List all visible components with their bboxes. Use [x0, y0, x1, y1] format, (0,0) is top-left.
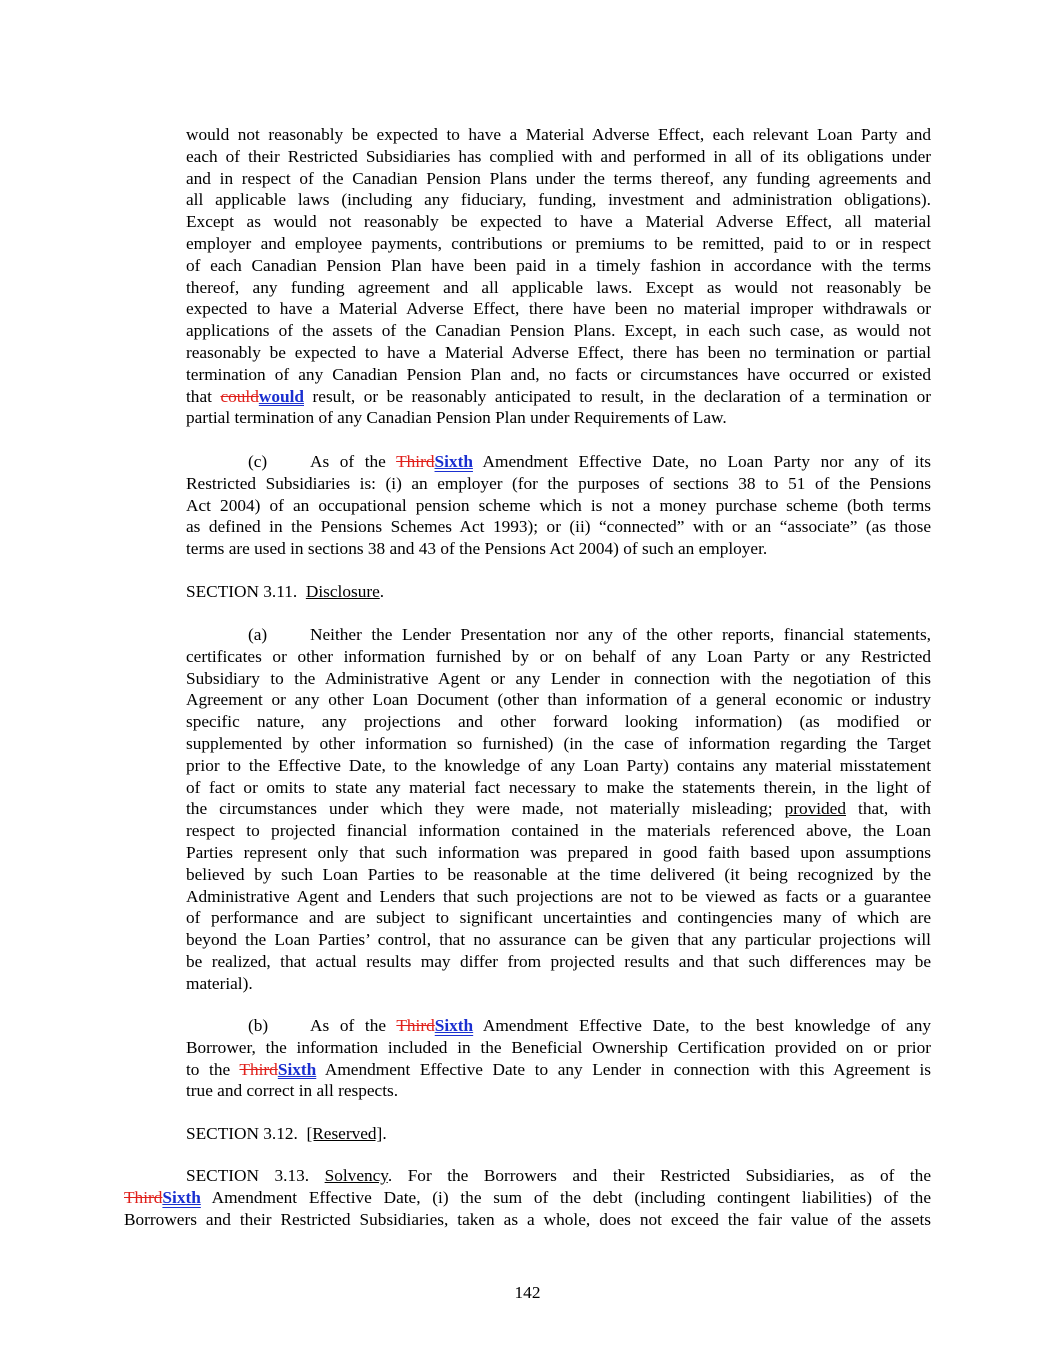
text-line [186, 798, 931, 820]
text-line [124, 1187, 931, 1209]
text-line: true and correct in all respects. [186, 1081, 399, 1101]
inserted-text: Sixth [434, 452, 473, 471]
section-number: SECTION 3.12. [186, 1124, 298, 1143]
text-line: of each Canadian Pension Plan have been paid in a timely fashion in accordance with the terms [186, 255, 931, 275]
subsection-a [186, 624, 931, 995]
deleted-text: could [220, 386, 259, 406]
subsection-c [186, 451, 931, 560]
text-run: result, or be reasonably anticipated to result, in the declaration of a termination or [304, 386, 931, 406]
text-line: expected to have a Material Adverse Effect, there have been no material improper withdrawals or [186, 299, 931, 319]
text-line: termination of any Canadian Pension Plan and, no facts or circumstances have occurred or existed [186, 364, 931, 384]
text-line: supplemented by other information so furnished) (in the case of information regarding the Target [186, 733, 931, 753]
text-line: prior to the Effective Date, to the knowledge of any Loan Party) contains any material misstatement [186, 755, 931, 775]
subsection-b [186, 1015, 931, 1102]
deleted-text: Third [239, 1059, 278, 1079]
text-line: as defined in the Pensions Schemes Act 1993); or (ii) “connected” with or an “associate” (as those [186, 517, 931, 537]
inserted-text: would [258, 386, 304, 406]
pension-paragraph [186, 124, 931, 429]
deleted-text: Third [396, 1016, 435, 1035]
page-number: 142 [514, 1283, 541, 1302]
section-3-11-heading [186, 581, 931, 603]
text-run: Amendment Effective Date to any Lender in connection with this Agreement is [316, 1059, 931, 1079]
text-line: Borrower, the information included in the Beneficial Ownership Certification provided on or prior [186, 1037, 931, 1057]
section-number: SECTION 3.13. [186, 1166, 310, 1185]
text-line [186, 1015, 931, 1037]
text-line [186, 386, 931, 408]
text-line: each of their Restricted Subsidiaries has complied with and performed in all of its obligations under [186, 146, 931, 166]
text-line: Act 2004) of an occupational pension scheme which is not a money purchase scheme (both terms [186, 495, 931, 515]
text-run: . [379, 582, 385, 601]
text-run: As of the [310, 452, 397, 471]
text-run: Neither the Lender Presentation nor any of the other reports, financial statements, [310, 625, 931, 644]
text-run: As of the [310, 1016, 397, 1035]
subsection-label: (a) [248, 625, 268, 644]
subsection-label: (b) [248, 1016, 269, 1035]
text-line: Parties represent only that such information was prepared in good faith based upon assumptions [186, 842, 931, 862]
text-run: that [186, 386, 221, 406]
section-heading [186, 581, 931, 603]
section-title: Solvency [324, 1166, 388, 1185]
section-title: [Reserved] [306, 1124, 383, 1143]
text-line [186, 451, 931, 473]
text-line: terms are used in sections 38 and 43 of the Pensions Act 2004) of such an employer. [186, 539, 768, 559]
text-line: Administrative Agent and Lenders that such projections are not to be viewed as facts or a guarantee [186, 886, 931, 906]
text-line: employer and employee payments, contributions or premiums to be remitted, paid to or in respect [186, 233, 931, 253]
text-line [186, 624, 931, 646]
deleted-text: Third [124, 1187, 163, 1207]
subsection-label: (c) [248, 452, 268, 471]
text-line: believed by such Loan Parties to be reasonable at the time delivered (it being recognized by the [186, 864, 931, 884]
text-line: Restricted Subsidiaries is: (i) an employer (for the purposes of sections 38 to 51 of the Pensions [186, 473, 931, 493]
text-run: Amendment Effective Date, (i) the sum of the debt (including contingent liabilities) of the [200, 1187, 931, 1207]
text-line: be realized, that actual results may differ from projected results and that such differences may be [186, 951, 931, 971]
text-line [124, 1165, 931, 1187]
text-line: material). [186, 973, 253, 993]
text-line: Subsidiary to the Administrative Agent or any Lender in connection with the negotiation of this [186, 668, 931, 688]
text-line: Borrowers and their Restricted Subsidiaries, taken as a whole, does not exceed the fair value of the assets [124, 1209, 931, 1229]
text-line: all applicable laws (including any fiduciary, funding, investment and administration obligations). [186, 190, 931, 210]
section-heading [186, 1123, 931, 1145]
text-run: . [382, 1124, 387, 1143]
section-3-12-heading [186, 1123, 931, 1145]
text-line: beyond the Loan Parties’ control, that no assurance can be given that any particular projections will [186, 930, 931, 950]
inserted-text: Sixth [434, 1016, 474, 1035]
text-line: of performance and are subject to significant uncertainties and contingencies many of which are [186, 908, 931, 928]
text-line: reasonably be expected to have a Material Adverse Effect, there has been no termination or partial [186, 342, 931, 362]
text-line: respect to projected financial information contained in the materials referenced above, the Loan [186, 821, 931, 841]
text-line: of fact or omits to state any material fact necessary to make the statements therein, in the light of [186, 777, 931, 797]
text-run: . For the Borrowers and their Restricted Subsidiaries, as of the [387, 1166, 931, 1185]
section-3-13 [124, 1165, 931, 1230]
text-line: thereof, any funding agreement and all applicable laws. Except as would not reasonably be [186, 277, 931, 297]
section-title: Disclosure [305, 582, 380, 601]
text-line: partial termination of any Canadian Pension Plan under Requirements of Law. [186, 408, 727, 428]
text-run: Amendment Effective Date, to the best knowledge of any [473, 1016, 931, 1035]
text-line: specific nature, any projections and other forward looking information) (as modified or [186, 712, 931, 732]
section-number: SECTION 3.11. [186, 582, 298, 601]
deleted-text: Third [396, 452, 435, 471]
text-run: Amendment Effective Date, no Loan Party nor any of its [472, 452, 931, 471]
underlined-text: provided [784, 799, 846, 819]
text-line: Agreement or any other Loan Document (other than information of a general economic or industry [186, 690, 931, 710]
text-line: certificates or other information furnished by or on behalf of any Loan Party or any Restricted [186, 646, 931, 666]
text-line: Except as would not reasonably be expected to have a Material Adverse Effect, all material [186, 212, 931, 232]
text-line: applications of the assets of the Canadian Pension Plans. Except, in each such case, as would not [186, 321, 931, 341]
text-run: to the [186, 1059, 240, 1079]
text-line: and in respect of the Canadian Pension Plans under the terms thereof, any funding agreements and [186, 168, 931, 188]
text-line: would not reasonably be expected to have a Material Adverse Effect, each relevant Loan Party and [186, 125, 931, 144]
inserted-text: Sixth [277, 1059, 317, 1079]
text-run: the circumstances under which they were made, not materially misleading; [186, 799, 785, 819]
text-run: that, with [846, 799, 931, 819]
text-line [186, 1059, 931, 1081]
inserted-text: Sixth [162, 1187, 201, 1207]
